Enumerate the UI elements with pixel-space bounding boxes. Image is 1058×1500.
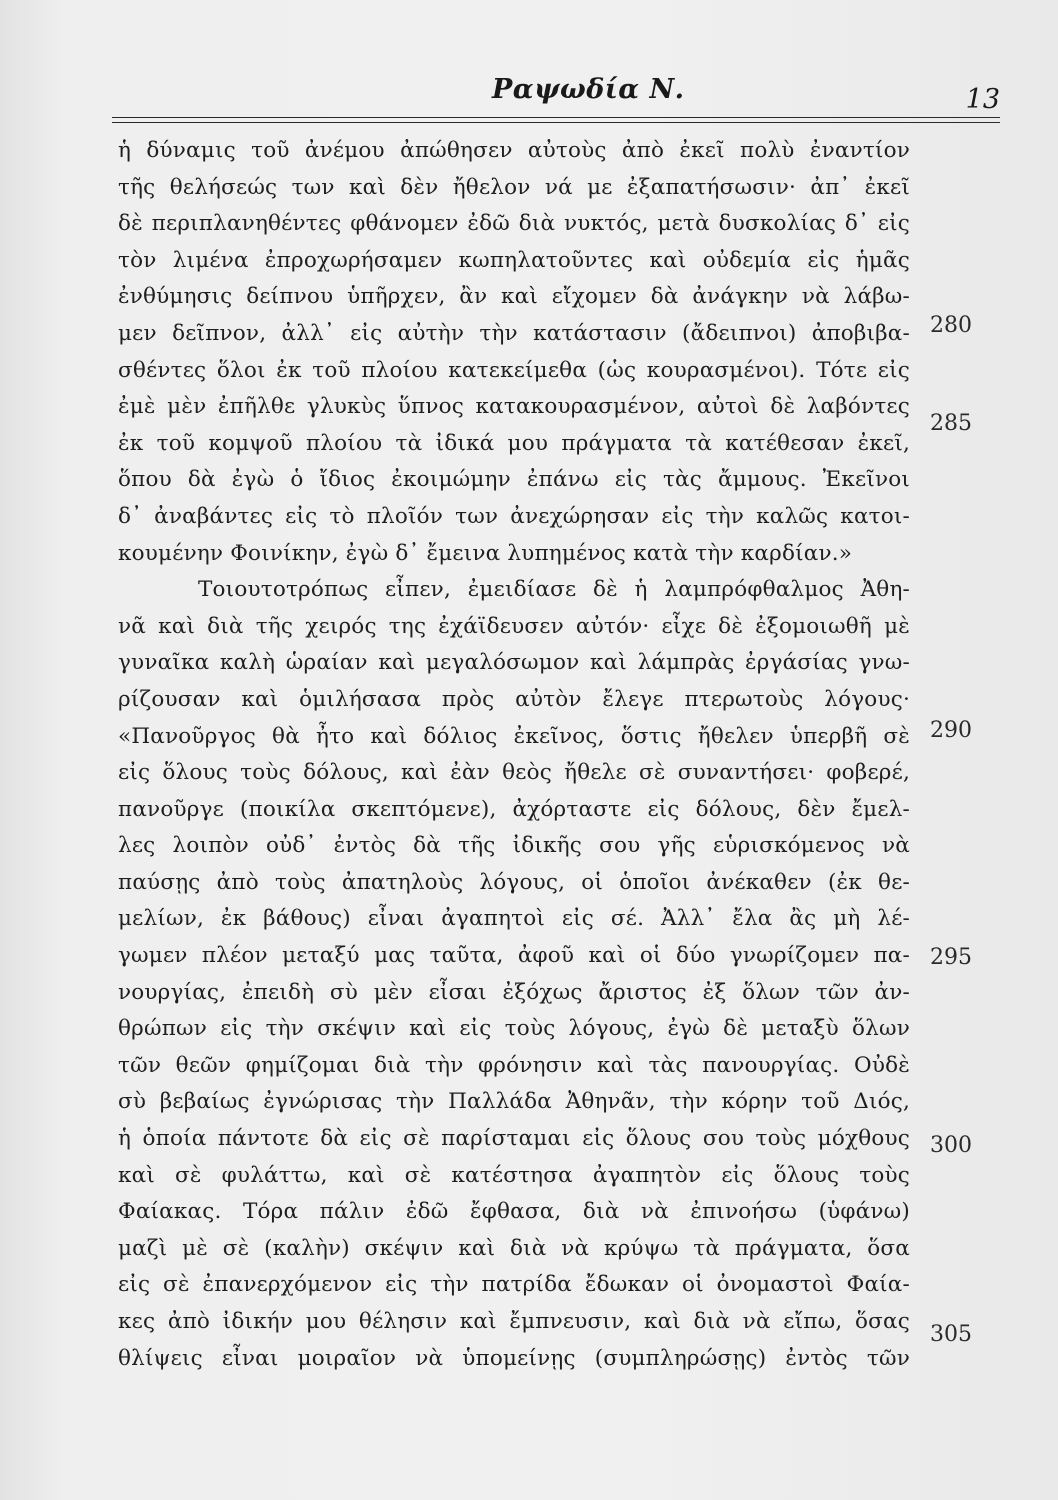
page-number: 13 [965,84,1000,115]
text-line: γωμεν πλέον μεταξύ μας ταῦτα, ἀφοῦ καὶ οἱ δύο γνωρίζομεν πα- [118,943,910,969]
text-line: παύσῃς ἀπὸ τοὺς ἀπατηλοὺς λόγους, οἱ ὁποῖοι ἀνέκαθεν (ἐκ θε- [118,869,910,895]
text-line: ἡ δύναμις τοῦ ἀνέμου ἀπώθησεν αὐτοὺς ἀπὸ ἐκεῖ πολὺ ἐναντίον [118,138,910,163]
body-text [118,133,910,1377]
text-line: μαζὶ μὲ σὲ (καλὴν) σκέψιν καὶ διὰ νὰ κρύψω τὰ πράγματα, ὅσα [118,1235,910,1261]
text-line: θρώπων εἰς τὴν σκέψιν καὶ εἰς τοὺς λόγους, ἐγὼ δὲ μεταξὺ ὅλων [118,1016,910,1042]
header-rule-top [112,117,1000,118]
text-line: ὅπου δὰ ἐγὼ ὁ ἴδιος ἐκοιμώμην ἐπάνω εἰς τὰς ἄμμους. Ἐκεῖνοι [118,467,910,493]
text-line: πανοῦργε (ποικίλα σκεπτόμενε), ἀχόρταστε εἰς δόλους, δὲν ἔμελ- [118,796,910,822]
text-line: κες ἀπὸ ἰδικήν μου θέλησιν καὶ ἔμπνευσιν, καὶ διὰ νὰ εἴπω, ὅσας [118,1309,910,1334]
text-line: τῆς θελήσεώς των καὶ δὲν ἤθελον νά με ἐξαπατήσωσιν· ἀπ᾽ ἐκεῖ [118,174,910,200]
text-line: ἐμὲ μὲν ἐπῆλθε γλυκὺς ὕπνος κατακουρασμένον, αὐτοὶ δὲ λαβόντες [118,394,910,420]
text-line: τὸν λιμένα ἐπροχωρήσαμεν κωπηλατοῦντες καὶ οὐδεμία εἰς ἡμᾶς [118,247,910,273]
header-rule-bottom [112,122,1000,123]
text-line: σθέντες ὅλοι ἐκ τοῦ πλοίου κατεκείμεθα (ὡς κουρασμένοι). Τότε εἰς [118,357,910,383]
text-line: τῶν θεῶν φημίζομαι διὰ τὴν φρόνησιν καὶ τὰς πανουργίας. Οὐδὲ [118,1052,910,1078]
text-line: θλίψεις εἶναι μοιραῖον νὰ ὑπομείνῃς (συμπληρώσῃς) ἐντὸς τῶν [118,1345,910,1371]
text-line: γυναῖκα καλὴ ὡραίαν καὶ μεγαλόσωμον καὶ λάμπρὰς ἐργάσίας γνω- [118,650,910,676]
text-line: μεν δεῖπνον, ἀλλ᾽ εἰς αὐτὴν τὴν κατάστασιν (ἄδειπνοι) ἀποβιβα- [118,320,910,346]
verse-number-300: 300 [930,1133,972,1158]
chapter-title: Ραψωδία Ν. [492,74,685,105]
text-line: Φαίακας. Τόρα πάλιν ἐδῶ ἔφθασα, διὰ νὰ ἐπινοήσω (ὑφάνω) [118,1199,910,1225]
text-line: νᾶ καὶ διὰ τῆς χειρός της ἐχάϊδευσεν αὐτόν· εἶχε δὲ ἐξομοιωθῆ μὲ [118,613,910,639]
verse-number-280: 280 [930,313,972,338]
text-line: νουργίας, ἐπειδὴ σὺ μὲν εἶσαι ἐξόχως ἄριστος ἐξ ὅλων τῶν ἀν- [118,979,910,1005]
verse-number-305: 305 [930,1322,972,1347]
text-line: εἰς ὅλους τοὺς δόλους, καὶ ἐὰν θεὸς ἤθελε σὲ συναντήσει· φοβερέ, [118,760,910,786]
text-line: κουμένην Φοινίκην, ἐγὼ δ᾽ ἔμεινα λυπημένος κατὰ τὴν καρδίαν.» [118,540,853,566]
text-line: Τοιουτοτρόπως εἶπεν, ἐμειδίασε δὲ ἡ λαμπρόφθαλμος Ἀθη- [198,577,910,603]
text-line: εἰς σὲ ἐπανερχόμενον εἰς τὴν πατρίδα ἔδωκαν οἱ ὀνομαστοὶ Φαία- [118,1272,910,1298]
verse-number-290: 290 [930,718,972,743]
verse-number-295: 295 [930,945,972,970]
running-header [112,74,1000,120]
text-line: ἐνθύμησις δείπνου ὑπῆρχεν, ἂν καὶ εἴχομεν δὰ ἀνάγκην νὰ λάβω- [118,284,910,310]
verse-number-285: 285 [930,411,972,436]
text-line: ἐκ τοῦ κομψοῦ πλοίου τὰ ἰδικά μου πράγματα τὰ κατέθεσαν ἐκεῖ, [118,430,910,456]
text-line: ρίζουσαν καὶ ὁμιλήσασα πρὸς αὐτὸν ἔλεγε πτερωτοὺς λόγους· [118,686,910,712]
text-line: καὶ σὲ φυλάττω, καὶ σὲ κατέστησα ἀγαπητὸν εἰς ὅλους τοὺς [118,1162,910,1188]
text-line: «Πανοῦργος θὰ ἦτο καὶ δόλιος ἐκεῖνος, ὅστις ἤθελεν ὑπερβῆ σὲ [118,723,910,749]
text-line: μελίων, ἐκ βάθους) εἶναι ἀγαπητοὶ εἰς σέ. Ἀλλ᾽ ἔλα ἂς μὴ λέ- [118,906,910,932]
text-line: σὺ βεβαίως ἐγνώρισας τὴν Παλλάδα Ἀθηνᾶν, τὴν κόρην τοῦ Διός, [118,1089,910,1115]
text-line: δ᾽ ἀναβάντες εἰς τὸ πλοῖόν των ἀνεχώρησαν εἰς τὴν καλῶς κατοι- [118,503,910,529]
text-line: λες λοιπὸν οὐδ᾽ ἐντὸς δὰ τῆς ἰδικῆς σου γῆς εὑρισκόμενος νὰ [118,833,910,859]
text-line: δὲ περιπλανηθέντες φθάνομεν ἐδῶ διὰ νυκτός, μετὰ δυσκολίας δ᾽ εἰς [118,211,910,237]
text-line: ἡ ὁποία πάντοτε δὰ εἰς σὲ παρίσταμαι εἰς ὅλους σου τοὺς μόχθους [118,1126,910,1152]
